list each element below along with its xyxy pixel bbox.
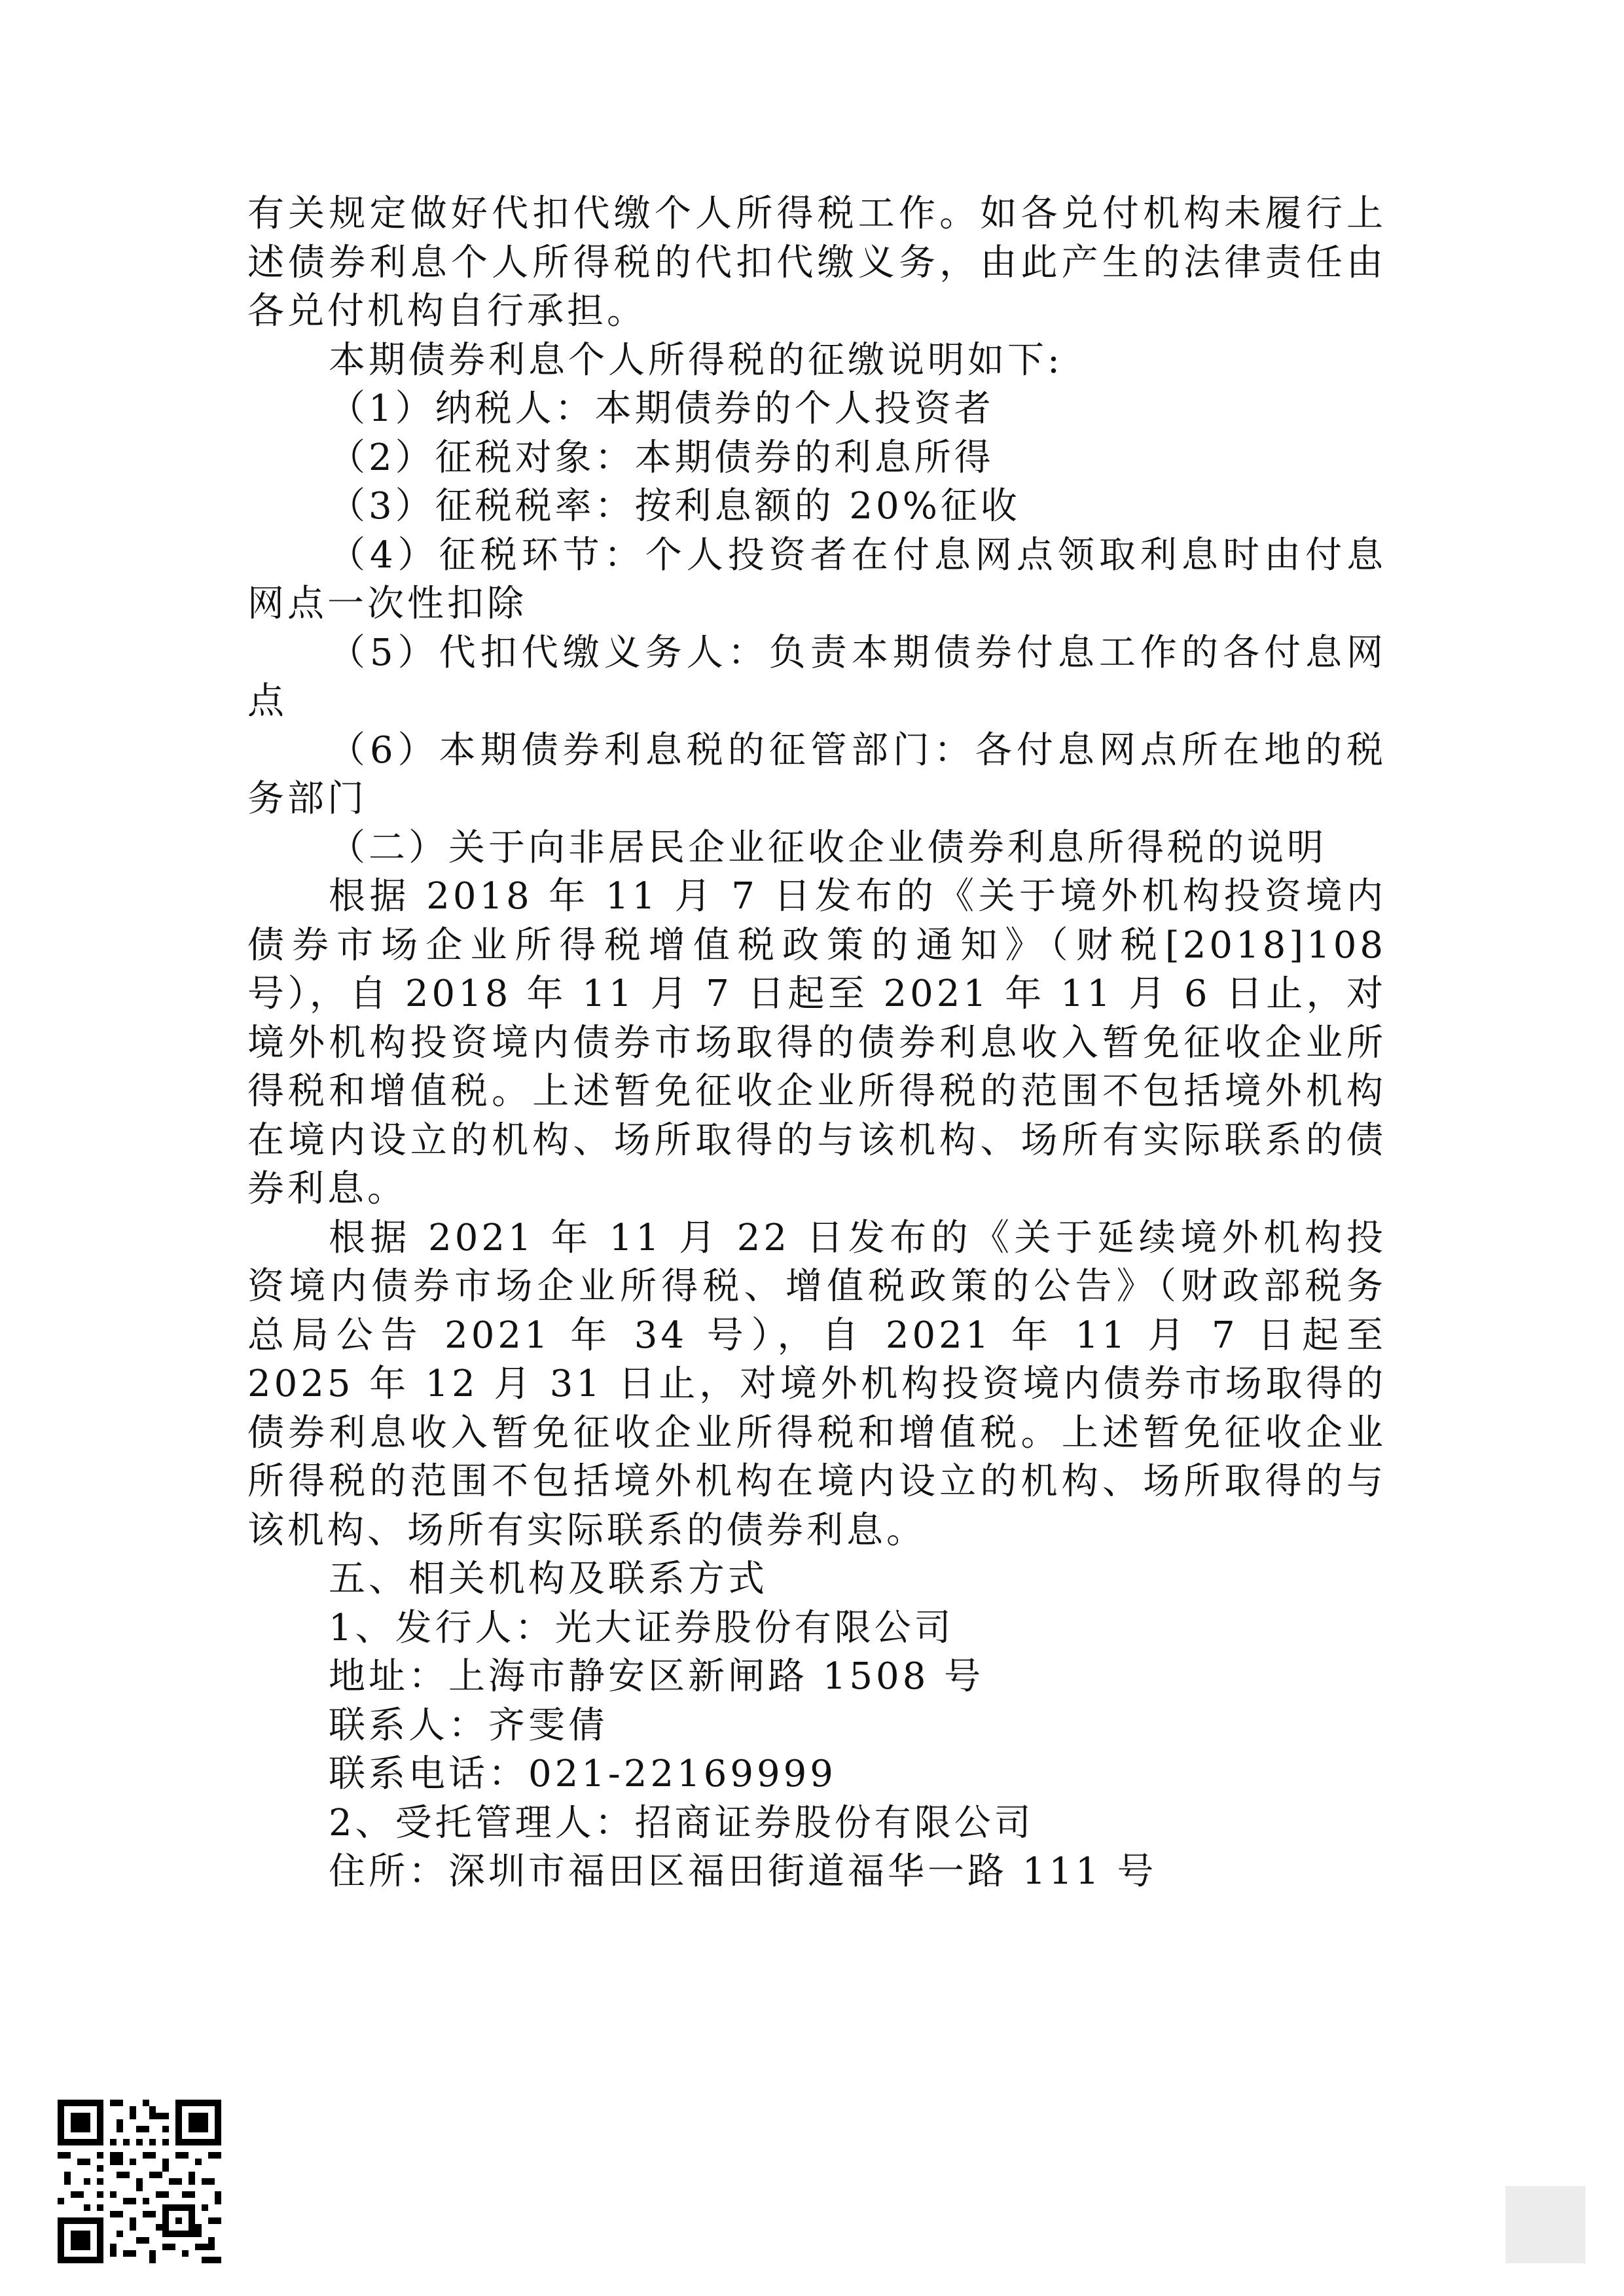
paragraph-withholding-agent: （5）代扣代缴义务人：负责本期债券付息工作的各付息网点: [247, 631, 1386, 723]
paragraph-tax-object: （2）征税对象：本期债券的利息所得: [329, 436, 994, 479]
corner-box: [1506, 2186, 1585, 2263]
paragraph-tax-intro: 本期债券利息个人所得税的征缴说明如下:: [329, 338, 1063, 382]
trustee-line: 2、受托管理人：招商证券股份有限公司: [329, 1801, 1034, 1844]
paragraph-continuation: 有关规定做好代扣代缴个人所得税工作。如各兑付机构未履行上述债券利息个人所得税的代扣代缴义务，由此产生的法律责任由各兑付机构自行承担。: [247, 192, 1386, 332]
issuer-contact-person: 联系人：齐雯倩: [329, 1704, 608, 1747]
issuer-line: 1、发行人：光大证券股份有限公司: [329, 1606, 954, 1649]
section-heading-nonresident: （二）关于向非居民企业征收企业债券利息所得税的说明: [329, 826, 1327, 869]
paragraph-2018-policy: 根据 2018 年 11 月 7 日发布的《关于境外机构投资境内债券市场企业所得税增值税政策的通知》（财税[2018]108 号），自 2018 年 11 月 7 日起至 2021 年 11 月 6 日止，对境外机构投资境内债券市场取得的债券利息收入暂免征收企业所得税和增值税。上述暂免征收企业所得税的范围不包括境外机构在境内设立的机构、场所取得的与该机构、场所有实际联系的债券利息。: [247, 875, 1386, 1210]
document-body: [247, 190, 1386, 1897]
issuer-address: 地址：上海市静安区新闸路 1508 号: [329, 1655, 984, 1698]
paragraph-taxpayer: （1）纳税人：本期债券的个人投资者: [329, 387, 994, 430]
paragraph-2021-policy: 根据 2021 年 11 月 22 日发布的《关于延续境外机构投资境内债券市场企业所得税、增值税政策的公告》（财政部税务总局公告 2021 年 34 号），自 2021 年 11 月 7 日起至 2025 年 12 月 31 日止，对境外机构投资境内债券市场取得的债券利息收入暂免征收企业所得税和增值税。上述暂免征收企业所得税的范围不包括境外机构在境内设立的机构、场所取得的与该机构、场所有实际联系的债券利息。: [247, 1216, 1386, 1552]
issuer-phone: 联系电话：021-22169999: [329, 1753, 837, 1795]
paragraph-tax-rate: （3）征税税率：按利息额的 20%征收: [329, 485, 1020, 528]
qr-code-icon: [58, 2100, 221, 2263]
paragraph-tax-authority: （6）本期债券利息税的征管部门：各付息网点所在地的税务部门: [247, 728, 1386, 820]
section-heading-contacts: 五、相关机构及联系方式: [329, 1558, 768, 1600]
paragraph-tax-stage: （4）征税环节：个人投资者在付息网点领取利息时由付息网点一次性扣除: [247, 533, 1386, 625]
trustee-address: 住所：深圳市福田区福田街道福华一路 111 号: [329, 1850, 1157, 1893]
